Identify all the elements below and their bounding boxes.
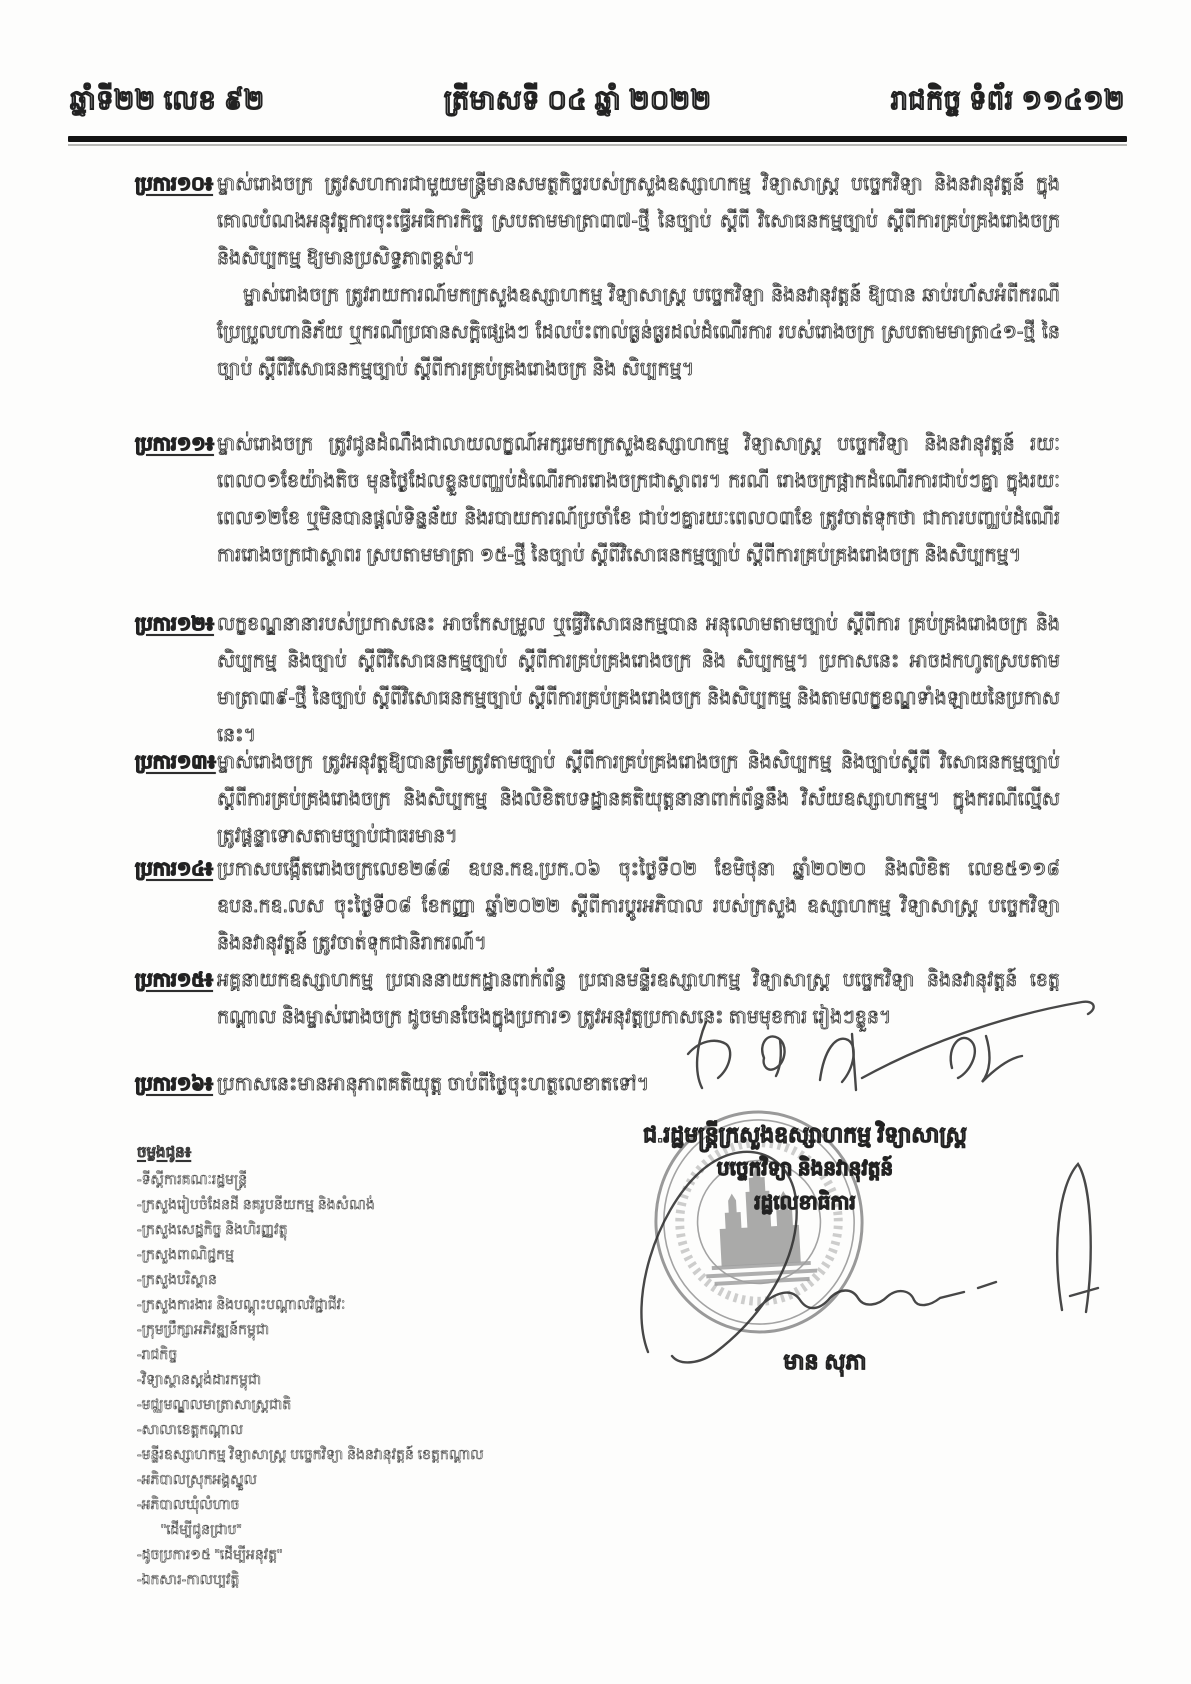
signer-title: រដ្ឋលេខាធិការ: [754, 1192, 856, 1214]
copy-to-list: [137, 1167, 577, 1592]
copy-to-item: -ក្រសួងការងារ និងបណ្ដុះបណ្ដាលវិជ្ជាជីវៈ: [137, 1296, 346, 1312]
article-16-body: [217, 1066, 1060, 1103]
article-11-label: ប្រការ១១៖: [135, 434, 214, 455]
copy-to-item: -ក្រសួងរៀបចំដែនដី នគរូបនីយកម្ម និងសំណង់: [137, 1196, 375, 1212]
article-14: [135, 851, 1060, 962]
article-15-label: ប្រការ១៥៖: [135, 970, 214, 991]
article-12-body: [217, 606, 1060, 754]
article-10-label: ប្រការ១០៖: [135, 174, 214, 195]
copy-to-title: ចម្លងជូន៖: [137, 1144, 192, 1161]
copy-to-item: -ក្រសួងពាណិជ្ជកម្ម: [137, 1246, 235, 1262]
copy-to-item: -ទីស្ដីការគណៈរដ្ឋមន្ត្រី: [137, 1171, 248, 1187]
copy-to-item: -សាលាខេត្តកណ្ដាល: [137, 1421, 244, 1437]
copy-to-item: -មជ្ឈមណ្ឌលមាត្រាសាស្ត្រជាតិ: [137, 1396, 292, 1412]
copy-to-item: -ដូចប្រការ១៥ "ដើម្បីអនុវត្ត": [137, 1546, 283, 1562]
article-11-body: [217, 426, 1060, 574]
article-10-paragraph-2: ម្ចាស់រោងចក្រ ត្រូវរាយការណ៍មកក្រសួងឧស្សាហកម្ម វិទ្យាសាស្ត្រ បច្ចេកវិទ្យា និងនវានុវត្តន៍ ឱ្យបាន ឆាប់រហ័សអំពីករណីប្រែប្រួលហានិភ័យ ឬករណីប្រធានសក្តិផ្សេងៗ ដែលប៉ះពាល់ធ្ងន់ធ្ងរដល់ដំណើរការ របស់រោងចក្រ ស្របតាមមាត្រា៤១-ថ្មី នៃច្បាប់ ស្ដីពីវិសោធនកម្មច្បាប់ ស្ដីពីការគ្រប់គ្រងរោងចក្រ និង សិប្បកម្ម។: [217, 285, 1060, 380]
article-10-body: [217, 166, 1060, 388]
article-15-paragraph-1: អគ្គនាយកឧស្សាហកម្ម ប្រធាននាយកដ្ឋានពាក់ព័ន្ធ ប្រធានមន្ទីរឧស្សាហកម្ម វិទ្យាសាស្ត្រ បច្ចេកវិទ្យា និងនវានុវត្តន៍ ខេត្តកណ្ដាល និងម្ចាស់រោងចក្រ ដូចមានចែងក្នុងប្រការ១ ត្រូវអនុវត្តប្រកាសនេះ តាមមុខការ រៀងៗខ្លួន។: [217, 970, 1060, 1028]
copy-to-item: -អភិបាលឃុំលំហាច: [137, 1496, 240, 1512]
article-12-paragraph-1: លក្ខខណ្ឌនានារបស់ប្រកាសនេះ អាចកែសម្រួល ឬធ្វើវិសោធនកម្មបាន អនុលោមតាមច្បាប់ ស្ដីពីការ គ្រប់គ្រងរោងចក្រ និងសិប្បកម្ម និងច្បាប់ ស្ដីពីវិសោធនកម្មច្បាប់ ស្ដីពីការគ្រប់គ្រងរោងចក្រ និង សិប្បកម្ម។ ប្រកាសនេះ អាចដកហូតស្របតាមមាត្រា៣៩-ថ្មី នៃច្បាប់ ស្ដីពីវិសោធនកម្មច្បាប់ ស្ដីពីការគ្រប់គ្រងរោងចក្រ និងសិប្បកម្ម និងតាមលក្ខខណ្ឌទាំងឡាយនៃប្រកាសនេះ។: [217, 614, 1060, 746]
article-15-body: [217, 962, 1060, 1036]
header-year-issue: ឆ្នាំទី២២ លេខ ៩២: [70, 85, 265, 115]
article-15: [135, 962, 1060, 1036]
article-13-paragraph-1: ម្ចាស់រោងចក្រ ត្រូវអនុវត្តឱ្យបានត្រឹមត្រូវតាមច្បាប់ ស្ដីពីការគ្រប់គ្រងរោងចក្រ និងសិប្បកម្ម និងច្បាប់ស្ដីពី វិសោធនកម្មច្បាប់ ស្ដីពីការគ្រប់គ្រងរោងចក្រ និងសិប្បកម្ម និងលិខិតបទដ្ឋានគតិយុត្តនានាពាក់ព័ន្ធនឹង វិស័យឧស្សាហកម្ម។ ក្នុងករណីល្មើស ត្រូវផ្តន្ទាទោសតាមច្បាប់ជាធរមាន។: [217, 752, 1060, 847]
on-behalf-line-2: បច្ចេកវិទ្យា និងនវានុវត្តន៍: [716, 1158, 894, 1180]
copy-to-item: -វិទ្យាស្ថានស្តង់ដារកម្ពុជា: [137, 1371, 262, 1387]
copy-to-item: -ក្រសួងសេដ្ឋកិច្ច និងហិរញ្ញវត្ថុ: [137, 1221, 288, 1237]
article-11-paragraph-1: ម្ចាស់រោងចក្រ ត្រូវជូនដំណឹងជាលាយលក្ខណ៍អក្សរមកក្រសួងឧស្សាហកម្ម វិទ្យាសាស្ត្រ បច្ចេកវិទ្យា និងនវានុវត្តន៍ រយៈពេល០១ខែយ៉ាងតិច មុនថ្ងៃដែលខ្លួនបញ្ឈប់ដំណើរការរោងចក្រជាស្ថាពរ។ ករណី រោងចក្រផ្អាកដំណើរការជាប់ៗគ្នា ក្នុងរយៈពេល១២ខែ ឬមិនបានផ្តល់ទិន្នន័យ និងរបាយការណ៍ប្រចាំខែ ជាប់ៗគ្នារយៈពេល០៣ខែ ត្រូវចាត់ទុកថា ជាការបញ្ឈប់ដំណើរការរោងចក្រជាស្ថាពរ ស្របតាមមាត្រា ១៥-ថ្មី នៃច្បាប់ ស្ដីពីវិសោធនកម្មច្បាប់ ស្ដីពីការគ្រប់គ្រងរោងចក្រ និងសិប្បកម្ម។: [217, 434, 1060, 566]
divider-thin-bar: [68, 144, 1127, 146]
article-10: [135, 166, 1060, 388]
copy-to-item: -អភិបាលស្រុកអង្គស្នួល: [137, 1471, 257, 1487]
copy-to-item: -រាជកិច្ច: [137, 1346, 178, 1362]
copy-to-item: -ក្រសួងបរិស្ថាន: [137, 1271, 217, 1287]
divider-thick-bar: [68, 136, 1127, 142]
article-13-body: [217, 744, 1060, 855]
signature-block: [570, 1118, 1040, 1220]
copy-to-section: [137, 1140, 577, 1592]
article-13-label: ប្រការ១៣៖: [135, 752, 216, 773]
article-12: [135, 606, 1060, 754]
article-14-label: ប្រការ១៤៖: [135, 859, 214, 880]
copy-to-item: -ក្រុមប្រឹក្សាអភិវឌ្ឍន៍កម្ពុជា: [137, 1321, 270, 1337]
copy-to-item: -ឯកសារ-កាលប្បវត្តិ: [137, 1571, 240, 1587]
article-14-body: [217, 851, 1060, 962]
copy-to-item-note: "ដើម្បីជូនជ្រាប": [161, 1521, 242, 1537]
article-16: [135, 1066, 1060, 1103]
copy-to-item: -មន្ទីរឧស្សាហកម្ម វិទ្យាសាស្ត្រ បច្ចេកវិទ្យា និងនវានុវត្តន៍ ខេត្តកណ្ដាល: [137, 1446, 484, 1462]
header-quarter: ត្រីមាសទី ០៤ ឆ្នាំ ២០២២: [443, 85, 712, 115]
header-gazette-page: រាជកិច្ច ទំព័រ ១១៤១២: [890, 85, 1125, 115]
article-11: [135, 426, 1060, 574]
article-10-paragraph-1: ម្ចាស់រោងចក្រ ត្រូវសហការជាមួយមន្ត្រីមានសមត្ថកិច្ចរបស់ក្រសួងឧស្សាហកម្ម វិទ្យាសាស្ត្រ បច្ចេកវិទ្យា និងនវានុវត្តន៍ ក្នុងគោលបំណងអនុវត្តការចុះធ្វើអធិការកិច្ច ស្របតាមមាត្រា៣៧-ថ្មី នៃច្បាប់ ស្ដីពី វិសោធនកម្មច្បាប់ ស្ដីពីការគ្រប់គ្រងរោងចក្រ និងសិប្បកម្ម ឱ្យមានប្រសិទ្ធភាពខ្ពស់។: [217, 174, 1060, 269]
article-13: [135, 744, 1060, 855]
masthead-divider: [68, 136, 1127, 146]
article-12-label: ប្រការ១២៖: [135, 614, 214, 635]
article-16-label: ប្រការ១៦៖: [135, 1074, 214, 1095]
on-behalf-line-1: ជ.រដ្ឋមន្ត្រីក្រសួងឧស្សាហកម្ម វិទ្យាសាស្ត្រ: [643, 1122, 967, 1147]
signer-name: មាន សុភា: [783, 1349, 867, 1374]
article-14-paragraph-1: ប្រកាសបង្កើតរោងចក្រលេខ២៨៨ ឧបន.កឧ.ប្រក.០៦ ចុះថ្ងៃទី០២ ខែមិថុនា ឆ្នាំ២០២០ និងលិខិត លេខ៥១១៨ ឧបន.កឧ.លស ចុះថ្ងៃទី០៨ ខែកញ្ញា ឆ្នាំ២០២២ ស្ដីពីការប្តូរអភិបាល របស់ក្រសួង ឧស្សាហកម្ម វិទ្យាសាស្ត្រ បច្ចេកវិទ្យា និងនវានុវត្តន៍ ត្រូវចាត់ទុកជានិរាករណ៍។: [217, 859, 1060, 954]
masthead: [70, 84, 1125, 123]
article-16-paragraph-1: ប្រកាសនេះមានអានុភាពគតិយុត្ត ចាប់ពីថ្ងៃចុះហត្ថលេខាតទៅ។: [217, 1074, 650, 1095]
